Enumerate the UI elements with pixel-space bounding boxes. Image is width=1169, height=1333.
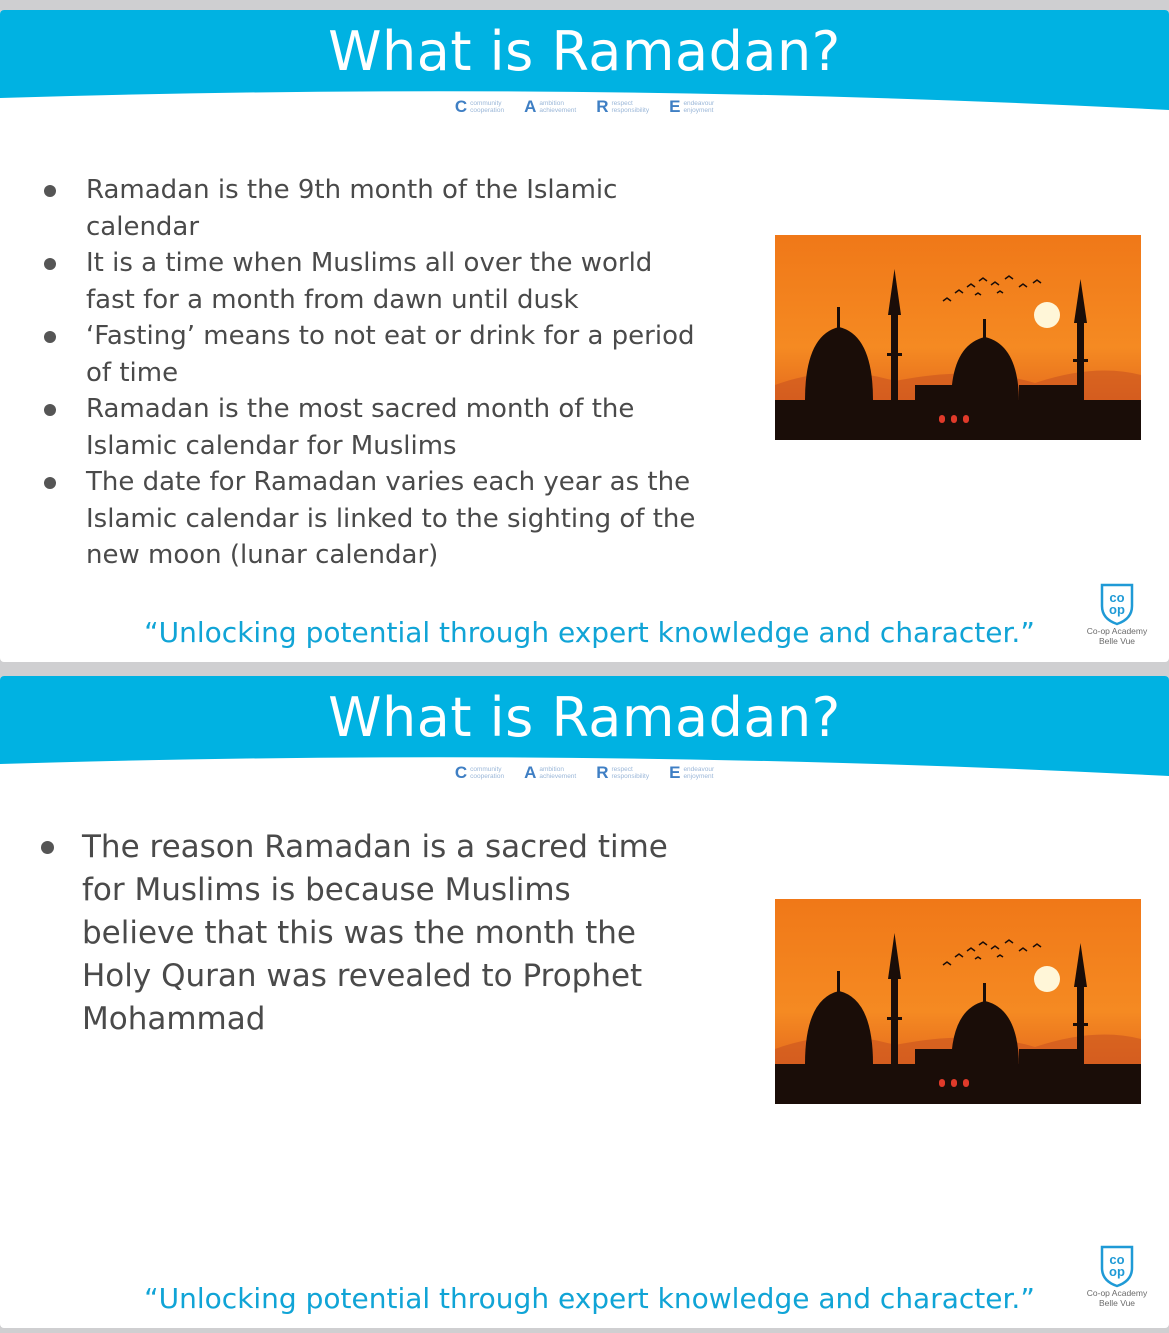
- bullet-dot: [44, 258, 56, 270]
- school-motto: “Unlocking potential through expert knowledge and character.”: [144, 616, 1035, 649]
- bullet-item: [40, 826, 690, 1041]
- bullet-text: Ramadan is the 9th month of the Islamic calendar: [86, 175, 618, 242]
- logo-mark-line2: op: [1109, 602, 1125, 617]
- coop-shield-icon: [1099, 582, 1135, 626]
- logo-caption-line: Co-op Academy: [1086, 1288, 1148, 1298]
- value-letter: R: [596, 763, 609, 782]
- bullet-item: [40, 172, 700, 245]
- value-endeavour: [669, 98, 714, 116]
- bullet-dot: [41, 841, 54, 854]
- bullet-item: [40, 245, 700, 318]
- value-letter: E: [669, 763, 681, 782]
- value-community: [455, 764, 504, 782]
- bullet-list: [40, 826, 690, 1041]
- value-letter: E: [669, 97, 681, 116]
- school-motto: “Unlocking potential through expert knowledge and character.”: [144, 1282, 1035, 1315]
- logo-mark-line1: co: [1109, 590, 1125, 605]
- value-respect: [596, 764, 649, 782]
- bullet-dot: [44, 331, 56, 343]
- value-word: ambition: [539, 100, 564, 107]
- bullet-text: Ramadan is the most sacred month of the Islamic calendar for Muslims: [86, 394, 635, 461]
- bullet-item: [40, 464, 700, 574]
- bullet-dot: [44, 185, 56, 197]
- value-letter: C: [454, 97, 468, 116]
- value-ambition: [524, 764, 576, 782]
- value-community: [455, 98, 504, 116]
- bullet-item: [40, 391, 700, 464]
- slide-2: [0, 676, 1169, 1328]
- mosque-sunset-image: [775, 899, 1141, 1104]
- value-word: achievement: [539, 773, 577, 780]
- logo-caption-line: Belle Vue: [1098, 636, 1136, 646]
- values-strip: [0, 764, 1169, 782]
- value-word: responsibility: [611, 773, 650, 780]
- coop-academy-logo: [1080, 1244, 1154, 1308]
- value-word: enjoyment: [683, 107, 714, 114]
- bullet-text: The reason Ramadan is a sacred time for Muslims is because Muslims believe that this was the month the Holy Quran was revealed to Prophet Mohammad: [82, 829, 668, 1037]
- value-endeavour: [669, 764, 714, 782]
- coop-shield-icon: [1099, 1244, 1135, 1288]
- value-word: community: [470, 766, 502, 773]
- value-respect: [596, 98, 649, 116]
- logo-caption-line: Co-op Academy: [1086, 626, 1148, 636]
- bullet-text: It is a time when Muslims all over the world fast for a month from dawn until dusk: [86, 248, 653, 315]
- bullet-text: ‘Fasting’ means to not eat or drink for a period of time: [86, 321, 695, 388]
- logo-mark-line2: op: [1109, 1264, 1125, 1279]
- value-word: community: [470, 100, 502, 107]
- value-word: endeavour: [683, 766, 715, 773]
- logo-caption-line: Belle Vue: [1098, 1298, 1136, 1308]
- value-letter: A: [524, 97, 537, 116]
- value-word: endeavour: [683, 100, 715, 107]
- value-word: achievement: [539, 107, 577, 114]
- bullet-dot: [44, 477, 56, 489]
- value-word: cooperation: [470, 107, 505, 114]
- value-word: responsibility: [611, 107, 650, 114]
- logo-mark-line1: co: [1109, 1252, 1125, 1267]
- logo-caption: [1087, 626, 1147, 646]
- bullet-dot: [44, 404, 56, 416]
- value-word: cooperation: [470, 773, 505, 780]
- value-letter: R: [596, 97, 609, 116]
- value-word: ambition: [539, 766, 564, 773]
- value-word: respect: [611, 100, 633, 107]
- values-strip: [0, 98, 1169, 116]
- slide-title: What is Ramadan?: [328, 20, 841, 83]
- bullet-item: [40, 318, 700, 391]
- logo-caption: [1087, 1288, 1147, 1308]
- value-letter: A: [524, 763, 537, 782]
- coop-academy-logo: [1080, 582, 1154, 646]
- value-letter: C: [454, 763, 468, 782]
- slide-title: What is Ramadan?: [328, 686, 841, 749]
- value-word: respect: [611, 766, 633, 773]
- slide-1: [0, 10, 1169, 662]
- bullet-text: The date for Ramadan varies each year as the Islamic calendar is linked to the sighting of the new moon (lunar calendar): [86, 467, 696, 570]
- value-word: enjoyment: [683, 773, 714, 780]
- mosque-sunset-image: [775, 235, 1141, 440]
- value-ambition: [524, 98, 576, 116]
- bullet-list: [40, 172, 700, 574]
